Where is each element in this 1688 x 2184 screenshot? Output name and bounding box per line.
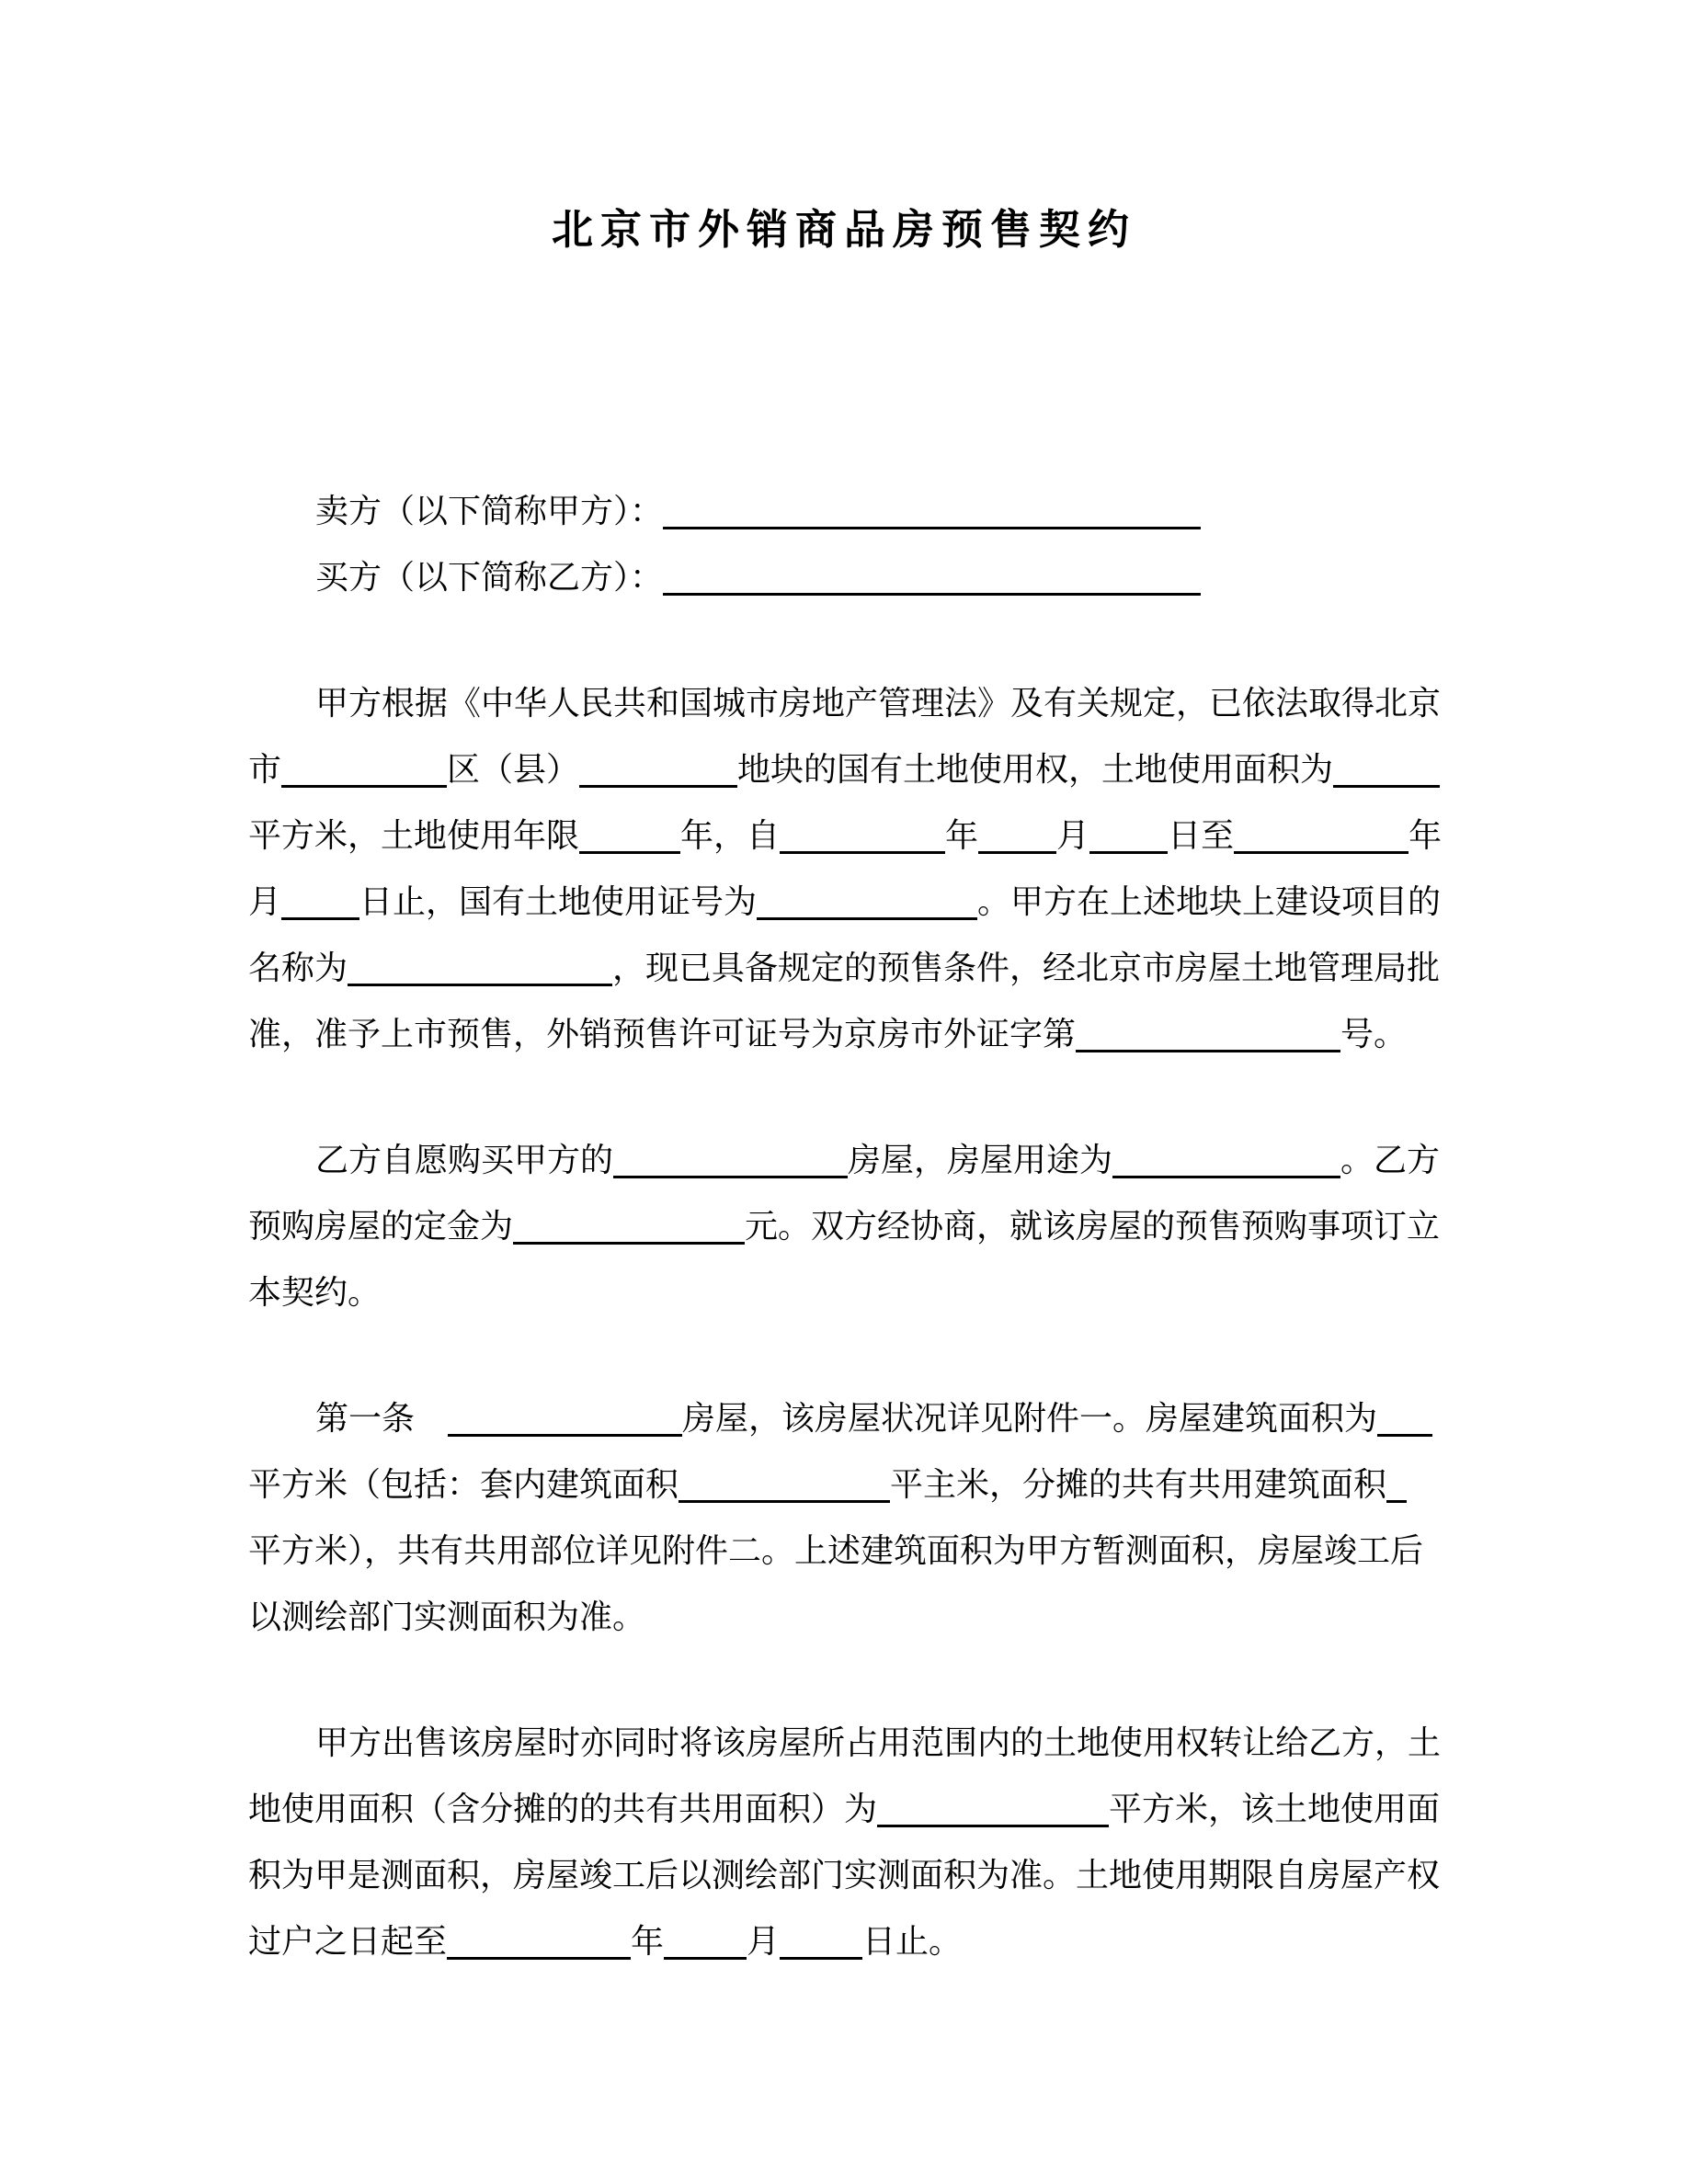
blank-field (1089, 814, 1168, 854)
text-segment: 卖方（以下简称甲方）： (315, 493, 664, 529)
text-segment: 年，自 (680, 817, 781, 854)
text-line (248, 935, 1440, 1001)
text-line (248, 478, 1440, 544)
text-line (248, 1451, 1440, 1518)
blank-field (1386, 1463, 1407, 1503)
text-segment: 地块的国有土地使用权，土地使用面积为 (737, 751, 1334, 788)
text-segment: 平方米），共有共用部位详见附件二。上述建筑面积为甲方暂测面积，房屋竣工后 (248, 1532, 1424, 1569)
text-segment: 平方米，该土地使用面 (1109, 1791, 1441, 1827)
blank-field (679, 1463, 890, 1503)
blank-field (1234, 814, 1409, 854)
text-line (248, 1908, 1440, 1974)
text-segment: 年 (631, 1923, 665, 1960)
text-segment: 本契约。 (248, 1274, 382, 1311)
blank-field (780, 814, 945, 854)
blank-field (978, 814, 1056, 854)
text-line (248, 1001, 1440, 1067)
text-segment: 甲方出售该房屋时亦同时将该房屋所占用范围内的土地使用权转让给乙方，土 (315, 1724, 1442, 1761)
text-segment: 预购房屋的定金为 (248, 1208, 514, 1245)
blank-field (579, 748, 737, 788)
text-segment: 元。双方经协商，就该房屋的预售预购事项订立 (745, 1208, 1441, 1245)
blank-field (281, 748, 447, 788)
text-line (248, 869, 1440, 935)
text-segment: 甲方根据《中华人民共和国城市房地产管理法》及有关规定，已依法取得北京 (315, 685, 1442, 722)
text-segment: 名称为 (248, 950, 348, 986)
text-segment: 日止，国有土地使用证号为 (359, 883, 758, 920)
text-segment: 积为甲是测面积，房屋竣工后以测绘部门实测面积为准。土地使用期限自房屋产权 (248, 1857, 1441, 1894)
text-segment: 区（县） (447, 751, 580, 788)
text-line (248, 1842, 1440, 1908)
text-segment: 平主米，分摊的共有共用建筑面积 (890, 1466, 1387, 1503)
text-segment: 日至 (1168, 817, 1235, 854)
paragraph-purchase-intent (248, 1127, 1440, 1325)
blank-field (348, 947, 612, 986)
text-line (248, 1776, 1440, 1842)
blank-field (664, 1920, 747, 1960)
blank-field (447, 1920, 631, 1960)
blank-field (663, 556, 1201, 596)
text-line (248, 1518, 1440, 1584)
text-segment: 。乙方 (1340, 1142, 1441, 1178)
text-segment: 月 (1056, 817, 1090, 854)
text-segment: 年 (945, 817, 979, 854)
text-segment: 乙方自愿购买甲方的 (315, 1142, 614, 1178)
text-segment: 买方（以下简称乙方）： (315, 559, 664, 596)
text-segment: 日止。 (862, 1923, 963, 1960)
blank-field (757, 881, 977, 920)
paragraph-article-1 (248, 1385, 1440, 1650)
blank-field (1333, 748, 1440, 788)
document-title: 北京市外销商品房预售契约 (551, 206, 1136, 253)
paragraph-parties (248, 478, 1440, 610)
blank-field (448, 1397, 682, 1437)
text-line (248, 1385, 1440, 1451)
text-segment: 月 (747, 1923, 781, 1960)
text-segment: 年 (1409, 817, 1443, 854)
text-segment: 地使用面积（含分摊的的共有共用面积）为 (248, 1791, 878, 1827)
text-segment: 月 (248, 883, 282, 920)
text-line (248, 1193, 1440, 1259)
text-line (248, 670, 1440, 736)
text-segment: ，现已具备规定的预售条件，经北京市房屋土地管理局批 (612, 950, 1441, 986)
text-line (248, 1259, 1440, 1325)
text-segment: 过户之日起至 (248, 1923, 448, 1960)
text-segment: 平方米（包括：套内建筑面积 (248, 1466, 679, 1503)
text-line (248, 1710, 1440, 1776)
blank-field (513, 1205, 745, 1245)
text-line (248, 544, 1440, 610)
text-line (248, 1584, 1440, 1650)
text-segment: 房屋，房屋用途为 (848, 1142, 1113, 1178)
text-segment: 市 (248, 751, 282, 788)
blank-field (780, 1920, 862, 1960)
text-segment: 准，准予上市预售，外销预售许可证号为京房市外证字第 (248, 1016, 1077, 1052)
document-body (248, 478, 1443, 1974)
text-line (248, 1127, 1440, 1193)
blank-field (1076, 1013, 1340, 1052)
text-segment: 号。 (1340, 1016, 1408, 1052)
blank-field (877, 1788, 1109, 1827)
text-segment: 平方米，土地使用年限 (248, 817, 580, 854)
text-segment: 以测绘部门实测面积为准。 (248, 1598, 646, 1635)
blank-field (663, 490, 1201, 529)
text-segment: 。甲方在上述地块上建设项目的 (977, 883, 1442, 920)
blank-field (1377, 1397, 1432, 1437)
blank-field (579, 814, 680, 854)
blank-field (1112, 1139, 1340, 1178)
text-line (248, 802, 1443, 869)
text-segment: 第一条 (315, 1400, 449, 1437)
blank-field (281, 881, 359, 920)
text-segment: 房屋，该房屋状况详见附件一。房屋建筑面积为 (682, 1400, 1378, 1437)
text-line (248, 736, 1440, 802)
paragraph-land-use-right (248, 670, 1443, 1067)
blank-field (613, 1139, 848, 1178)
paragraph-land-transfer (248, 1710, 1440, 1974)
